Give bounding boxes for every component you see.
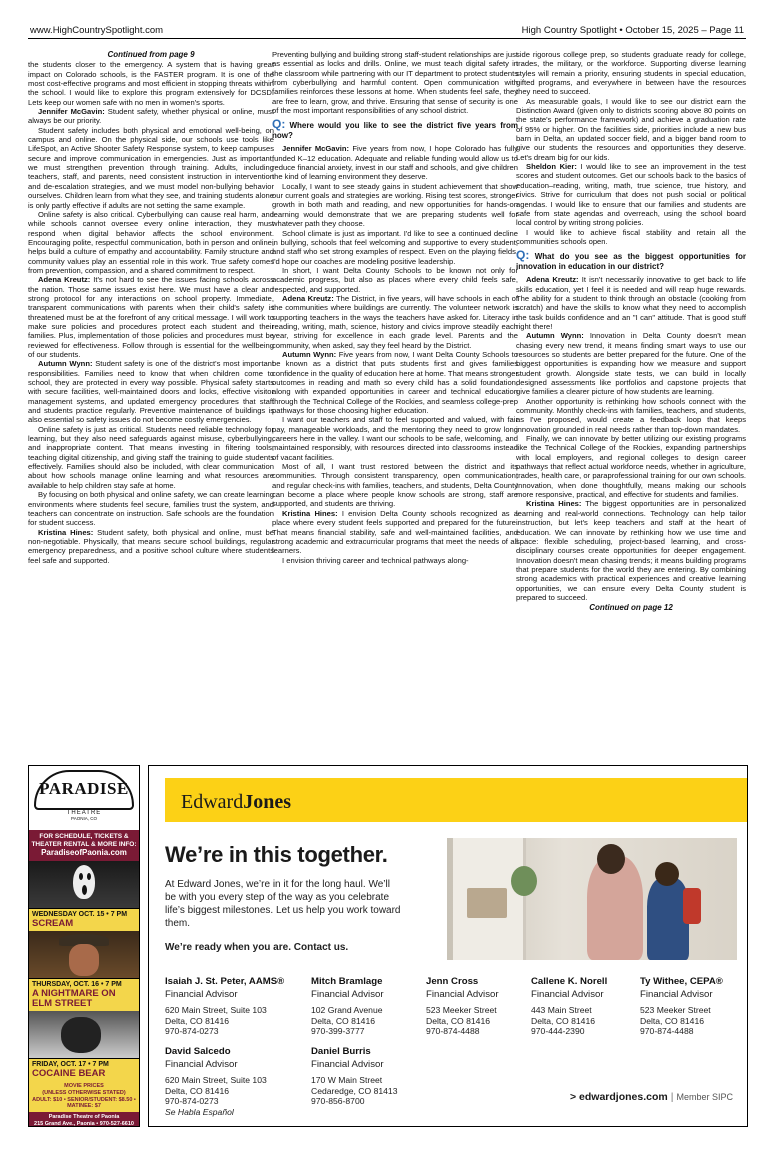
info-text: FOR SCHEDULE, TICKETS & THEATER RENTAL & MORE INFO: bbox=[31, 833, 137, 848]
advisor-title: Financial Advisor bbox=[640, 989, 713, 1000]
article-column-2 bbox=[272, 50, 518, 565]
advisor-card: Daniel Burris Financial Advisor 170 W Main Street Cedaredge, CO 81413 970-856-8700 bbox=[311, 1046, 398, 1106]
advisor-phone: 970-874-4488 bbox=[640, 1026, 694, 1036]
article-column-1 bbox=[28, 50, 274, 565]
scream-poster-image bbox=[29, 861, 139, 908]
continued-on: Continued on page 12 bbox=[589, 603, 673, 613]
speaker-name: Sheldon Kier: bbox=[526, 162, 577, 172]
brand-band bbox=[165, 778, 747, 822]
theatre-website[interactable]: ParadiseofPaonia.com bbox=[41, 848, 127, 857]
speaker-name: Autumn Wynn: bbox=[282, 349, 337, 359]
show-title: A NIGHTMARE ON ELM STREET bbox=[32, 988, 116, 1009]
article-paragraph: Kristina Hines: The biggest opportunities are in personalized learning and real-world connections. Technology can help tailor instruction, but let's keep teachers and staff at the heart of education. We can innovate by rethinking how we use time and space: flexible scheduling, project-based learning, and cross-disciplinary courses create opportunities for deeper engagement. Innovation doesn't mean chasing trends; it means building programs that prepare students for the world they are entering. By combining strong academics with practical experiences and creative learning opportunities, we can ensure every Delta County student is prepared to succeed. bbox=[516, 499, 746, 602]
page-header bbox=[28, 22, 746, 39]
article-paragraph: By focusing on both physical and online safety, we can create learning environments where students feel secure, families trust the system, and teachers can concentrate on instruction. Safe schools are the foundation for student success. bbox=[28, 490, 274, 528]
advisor-name: Ty Withee, CEPA® bbox=[640, 976, 723, 987]
speaker-name: Kristina Hines: bbox=[38, 527, 94, 537]
article-paragraph: I envision thriving career and technical pathways along- bbox=[282, 555, 469, 565]
show-date: WEDNESDAY OCT. 15 • 7 PM bbox=[32, 911, 128, 918]
article-paragraph: Online safety is also critical. Cyberbullying can cause real harm, and while schools cannot oversee every online interaction, they must respond when digital behavior affects the school environment. Encouraging polite, respectful communication, both in person and online, helps build a culture of empathy and accountability. Family structure and community values play an essential role in this work. True safety comes from prevention, compassion, and a shared commitment to respect. bbox=[28, 209, 274, 275]
edward-jones-ad[interactable] bbox=[148, 765, 748, 1127]
logo-wordmark: PARADISE bbox=[34, 770, 134, 810]
article-paragraph: Sheldon Kier: I would like to see an improvement in the test scores and student outcomes. Get our schools back to the basics of education–reading, writing, math, true science, true history, and civics. Strive for curriculum that does not push social or political agendas. I would like to ensure that our families and students are safe from state agendas and overreach, using the school board local control by writing strong policies. bbox=[516, 162, 746, 228]
speaker-name: Jennifer McGavin: bbox=[38, 107, 105, 117]
edition-info: High Country Spotlight • October 15, 2025 – Page 11 bbox=[521, 25, 744, 36]
cocaine-bear-poster-image bbox=[29, 1011, 139, 1058]
advisor-title: Financial Advisor bbox=[531, 989, 604, 1000]
theatre-name: Paradise Theatre of Paonia bbox=[48, 1114, 120, 1121]
article-paragraph: In short, I want Delta County Schools to be known not only for academic progress, but also as places where every child feels safe, respected, and supported. bbox=[272, 265, 518, 294]
show-title: COCAINE BEAR bbox=[32, 1068, 106, 1079]
movie-prices bbox=[29, 1081, 139, 1112]
ad-cta: We’re ready when you are. Contact us. bbox=[165, 942, 349, 953]
theatre-info bbox=[29, 830, 139, 861]
ad-body: At Edward Jones, we’re in it for the long haul. We’ll be with you every step of the way as you celebrate life’s biggest milestones. Let us help you work toward them. bbox=[165, 879, 401, 929]
show-date: THURSDAY, OCT. 16 • 7 PM bbox=[32, 981, 122, 988]
article-paragraph: Most of all, I want trust restored between the district and its communities. Through consistent transparency, open communication, and regular check-ins with families, teachers, and students, Delta County can become a place where people know schools are strong, staff are supported, and students are thriving. bbox=[272, 462, 518, 509]
prices-subtitle: (UNLESS OTHERWISE STATED) bbox=[42, 1089, 126, 1096]
question-mark: Q: bbox=[272, 117, 286, 132]
article-paragraph: I would like to achieve fiscal stability and retain all the communities schools open. bbox=[516, 227, 746, 246]
advisor-phone: 970-874-4488 bbox=[426, 1026, 480, 1036]
article-paragraph: Jennifer McGavin: Five years from now, I hope Colorado has fully funded K–12 education. Adequate and reliable funding would allow us to reduce financial anxiety, invest in our staff and schools, and give children the kind of learning environment they deserve. bbox=[272, 144, 518, 182]
prices-list: ADULT: $10 • SENIOR/STUDENT: $8.50 • MATINEE: $7 bbox=[32, 1096, 136, 1110]
edward-jones-logo: EdwardJones bbox=[181, 791, 291, 813]
article-paragraph: side rigorous college prep, so students graduate ready for college, trades, the military, or the workforce. Supporting diverse learning styles will remain a priority, ensuring students in special education, gifted programs, and everywhere in between have the resources they need to succeed. bbox=[516, 50, 746, 97]
article-paragraph: Finally, we can innovate by better utilizing our existing programs like the Technical College of the Rockies, expanding partnerships with local employers, and regional colleges to design career pathways that reflect actual workforce needs, whether in agriculture, trades, health care, or paraprofessional training for our own schools. Innovation, when done thoughtfully, means making our schools more responsive, practical, and effective for students and families. bbox=[516, 434, 746, 500]
speaker-name: Adena Kreutz: bbox=[282, 293, 334, 303]
speaker-name: Kristina Hines: bbox=[282, 508, 338, 518]
article-paragraph: Student safety includes both physical and emotional well-being, on campus and online. On the physical side, our schools use tools like LifeSpot, an Active Shooter Safety Response system, to keep campuses secure and improve communication in emergencies. Just as important, we must strengthen prevention through training. Adults, including teachers, staff, and parents, need consistent instruction in intervention and de-escalation strategies, and we must model non-bullying behavior ourselves. Children learn from what they see, and training students alone is only partly effective if adults are not setting the same example. bbox=[28, 125, 274, 210]
family-photo bbox=[447, 838, 737, 960]
member-sipc: Member SIPC bbox=[676, 1092, 733, 1102]
speaker-name: Autumn Wynn: bbox=[38, 359, 93, 369]
advisor-title: Financial Advisor bbox=[165, 1059, 238, 1070]
continued-from: Continued from page 9 bbox=[107, 50, 195, 59]
advisor-title: Financial Advisor bbox=[165, 989, 238, 1000]
article-paragraph: School climate is just as important. I'd like to see a continued decline in bullying, schools that feel welcoming and supportive to every student, and staff who set strong examples of respect. Even on the playing fields, I'd hope our coaches are modeling positive leadership. bbox=[272, 228, 518, 266]
site-url[interactable]: www.HighCountrySpotlight.com bbox=[30, 25, 164, 36]
speaker-name: Autumn Wynn: bbox=[526, 331, 584, 341]
show-listing bbox=[29, 908, 139, 931]
ad-footer: > edwardjones.com | Member SIPC bbox=[570, 1091, 733, 1103]
advisor-language-note: Se Habla Español bbox=[165, 1106, 234, 1117]
logo-subtitle: THEATRE bbox=[66, 810, 102, 816]
question-heading: Q: Where would you like to see the district five years from now? bbox=[272, 117, 518, 140]
theatre-logo bbox=[29, 770, 139, 830]
edward-jones-link[interactable]: > edwardjones.com bbox=[570, 1091, 668, 1103]
advisor-name: Isaiah J. St. Peter, AAMS® bbox=[165, 976, 285, 987]
article-paragraph: Autumn Wynn: Student safety is one of the district's most important responsibilities. Families need to know that when children come to school, they are protected in every way possible. Physical safety starts with secure facilities, well-maintained doors and locks, effective visitor management systems, and updated emergency procedures that staff and students practice regularly. Preventive maintenance of buildings is also essential so safety issues do not become costly emergencies. bbox=[28, 359, 275, 425]
article-paragraph: Online safety is just as critical. Students need reliable technology for learning, but they also need safeguards against misuse, cyberbullying, and inappropriate content. That means investing in filtering tools, teaching digital citizenship, and giving staff the training to guide students effectively. Families should also be included, with clear communication about how schools manage online learning and what resources are available to help children stay safe at home. bbox=[28, 424, 274, 490]
question-heading: Q: What do you see as the biggest opportunities for innovation in education in our district? bbox=[516, 248, 746, 271]
advisor-phone: 970-874-0273 bbox=[165, 1026, 219, 1036]
theatre-address: 215 Grand Ave., Paonia • 970-527-6610 bbox=[34, 1121, 134, 1127]
prices-title: MOVIE PRICES bbox=[64, 1083, 104, 1089]
article-paragraph: Adena Kreutz: It isn't necessarily innovative to get back to life skills education, yet I feel it is needed and will reap huge rewards. The ability for a student to think through an obstacle (cooking from scratch) and have the skills to know what they need to accomplish the task builds confidence and an "I can" attitude. That is good stuff right there! bbox=[516, 275, 746, 331]
article-paragraph: I want our teachers and staff to feel supported and valued, with fair pay, manageable workloads, and the mentoring they need to grow long careers here in the valley. I want our schools to be safe, welcoming, and maintained responsibly, with resources directed into classrooms instead of vacant facilities. bbox=[272, 415, 518, 462]
article-paragraph: Autumn Wynn: Five years from now, I want Delta County Schools to be known as a district that puts students first and gives families confidence in the quality of education here at home. That means stronger outcomes in reading and math so every child has a solid foundation, along with expanded opportunities in career and technical education through the Technical College of the Rockies, and seamless college-prep pathways for those choosing higher education. bbox=[272, 349, 518, 416]
theatre-footer bbox=[29, 1112, 139, 1127]
advisor-phone: 970-444-2390 bbox=[531, 1026, 585, 1036]
advisor-card: Mitch Bramlage Financial Advisor 102 Grand Avenue Delta, CO 81416 970-399-3777 bbox=[311, 976, 384, 1036]
question-mark: Q: bbox=[516, 248, 530, 263]
speaker-name: Adena Kreutz: bbox=[526, 275, 579, 285]
article-paragraph: Adena Kreutz: It's not hard to see the issues facing schools across the nation. Those same issues exist here. We must have a clear and strong protocol for any interactions on school property. Immediate, transparent communications with parents when their child's safety is threatened must be at the forefront of any critical message. I will work to make sure policies and procedures protect each student and their families. Plus, implementation of those policies and procedures must be reviewed for effectiveness. Follow through is essential for the wellbeing of our students. bbox=[28, 275, 274, 359]
article-paragraph: Kristina Hines: Student safety, both physical and online, must be non-negotiable. Physically, that means secure school buildings, regular emergency preparedness, and a positive school culture where students feel safe and supported. bbox=[28, 527, 275, 565]
show-date: FRIDAY, OCT. 17 • 7 PM bbox=[32, 1061, 109, 1068]
advisor-card: Ty Withee, CEPA® Financial Advisor 523 Meeker Street Delta, CO 81416 970-874-4488 bbox=[640, 976, 723, 1036]
article-paragraph: Another opportunity is rethinking how schools connect with the community. Monthly check-ins with families, teachers, and students, as I've proposed, would create a feedback loop that keeps innovation grounded in real needs rather than top-down mandates. bbox=[516, 396, 746, 434]
article-paragraph: Adena Kreutz: The District, in five years, will have schools in each of the communities where buildings are currently. The volunteer network is supporting teachers in the ways the teachers have asked for. Literacy in reading, writing, math, science, history and civics improve steadily each year, striving for excellence in each grade level. Parents and the community, when asked, say they feel heard by the District. bbox=[272, 293, 518, 350]
advisor-card: Jenn Cross Financial Advisor 523 Meeker Street Delta, CO 81416 970-874-4488 bbox=[426, 976, 499, 1036]
article-paragraph: Kristina Hines: I envision Delta County schools recognized as a place where every student feels supported and prepared for the future. That means financial stability, safe and well-maintained facilities, and strong academic and extracurricular programs that meet the needs of all learners. bbox=[272, 508, 519, 556]
speaker-name: Jennifer McGavin: bbox=[282, 144, 350, 154]
article-paragraph: Autumn Wynn: Innovation in Delta County doesn't mean chasing every new trend, it means finding smart ways to use our resources so students are better prepared for the future. One of the biggest opportunities is expanding how we measure and support student growth. Alongside state tests, we can build in locally designed assessments like portfolios and capstone projects that give families a clearer picture of how students are learning. bbox=[516, 331, 746, 397]
advisor-phone: 970-399-3777 bbox=[311, 1026, 365, 1036]
nightmare-poster-image bbox=[29, 931, 139, 978]
advisor-title: Financial Advisor bbox=[311, 1059, 384, 1070]
paradise-theatre-ad[interactable] bbox=[28, 765, 140, 1127]
logo-location: PAONIA, CO bbox=[71, 816, 97, 821]
article-paragraph: the students closer to the emergency. A system that is having great impact on Colorado schools, is the FASTER program. It is one of the most cost-effective programs and most efficient in stopping threats within the school. I would like to explore this program extensively for DCSD. Lets keep our women safe with no men in women's sports. bbox=[28, 60, 274, 107]
advisor-title: Financial Advisor bbox=[426, 989, 499, 1000]
advisor-title: Financial Advisor bbox=[311, 989, 384, 1000]
speaker-name: Adena Kreutz: bbox=[38, 275, 91, 285]
article-paragraph: Preventing bullying and building strong staff-student relationships are just as essential as locks and drills. Online, we must teach digital safety in the classroom while partnering with our IT department to protect students from cyberbullying and harmful content. Open communication with families reinforces these lessons at home. When students feel safe, they are free to learn, grow, and thrive. Ensuring that sense of security is one of the most important responsibilities of any school district. bbox=[272, 50, 518, 116]
advisor-name: Daniel Burris bbox=[311, 1046, 371, 1057]
advisor-name: Callene K. Norell bbox=[531, 976, 608, 987]
article-column-3 bbox=[516, 50, 746, 613]
advisor-name: David Salcedo bbox=[165, 1046, 231, 1057]
article-paragraph: Jennifer McGavin: Student safety, whether physical or online, must always be our priority. bbox=[28, 107, 274, 126]
show-title: SCREAM bbox=[32, 918, 74, 929]
show-listing bbox=[29, 978, 139, 1011]
show-listing bbox=[29, 1058, 139, 1081]
speaker-name: Kristina Hines: bbox=[526, 499, 582, 509]
article-paragraph: Locally, I want to see steady gains in student achievement that show our current goals and strategies are working. Rising test scores, stronger growth in both math and reading, and new opportunities for hands-on learning would demonstrate that we are preparing students well for whatever path they choose. bbox=[272, 181, 518, 229]
advisor-card: Isaiah J. St. Peter, AAMS® Financial Advisor 620 Main Street, Suite 103 Delta, CO 81416 970-874-0273 bbox=[165, 976, 285, 1036]
advisor-phone: 970-856-8700 bbox=[311, 1096, 365, 1106]
ad-headline: We’re in this together. bbox=[165, 842, 388, 867]
advisor-phone: 970-874-0273 bbox=[165, 1096, 219, 1106]
article-paragraph: As measurable goals, I would like to see our district earn the Distinction Award (given only to districts scoring above 80 points on the state's performance framework) and achieve a graduation rate of 95% or higher. On the facilities side, priorities include a new bus barn in Delta, an updated soccer field, and a bigger band room to give our students the resources and opportunities they deserve. Let's dream big for our kids. bbox=[516, 96, 746, 162]
advisor-name: Jenn Cross bbox=[426, 976, 479, 987]
advisor-card: David Salcedo Financial Advisor 620 Main Street, Suite 103 Delta, CO 81416 970-874-0273 Se Habla Español bbox=[165, 1046, 267, 1117]
advisor-card: Callene K. Norell Financial Advisor 443 Main Street Delta, CO 81416 970-444-2390 bbox=[531, 976, 608, 1036]
advisor-name: Mitch Bramlage bbox=[311, 976, 383, 987]
